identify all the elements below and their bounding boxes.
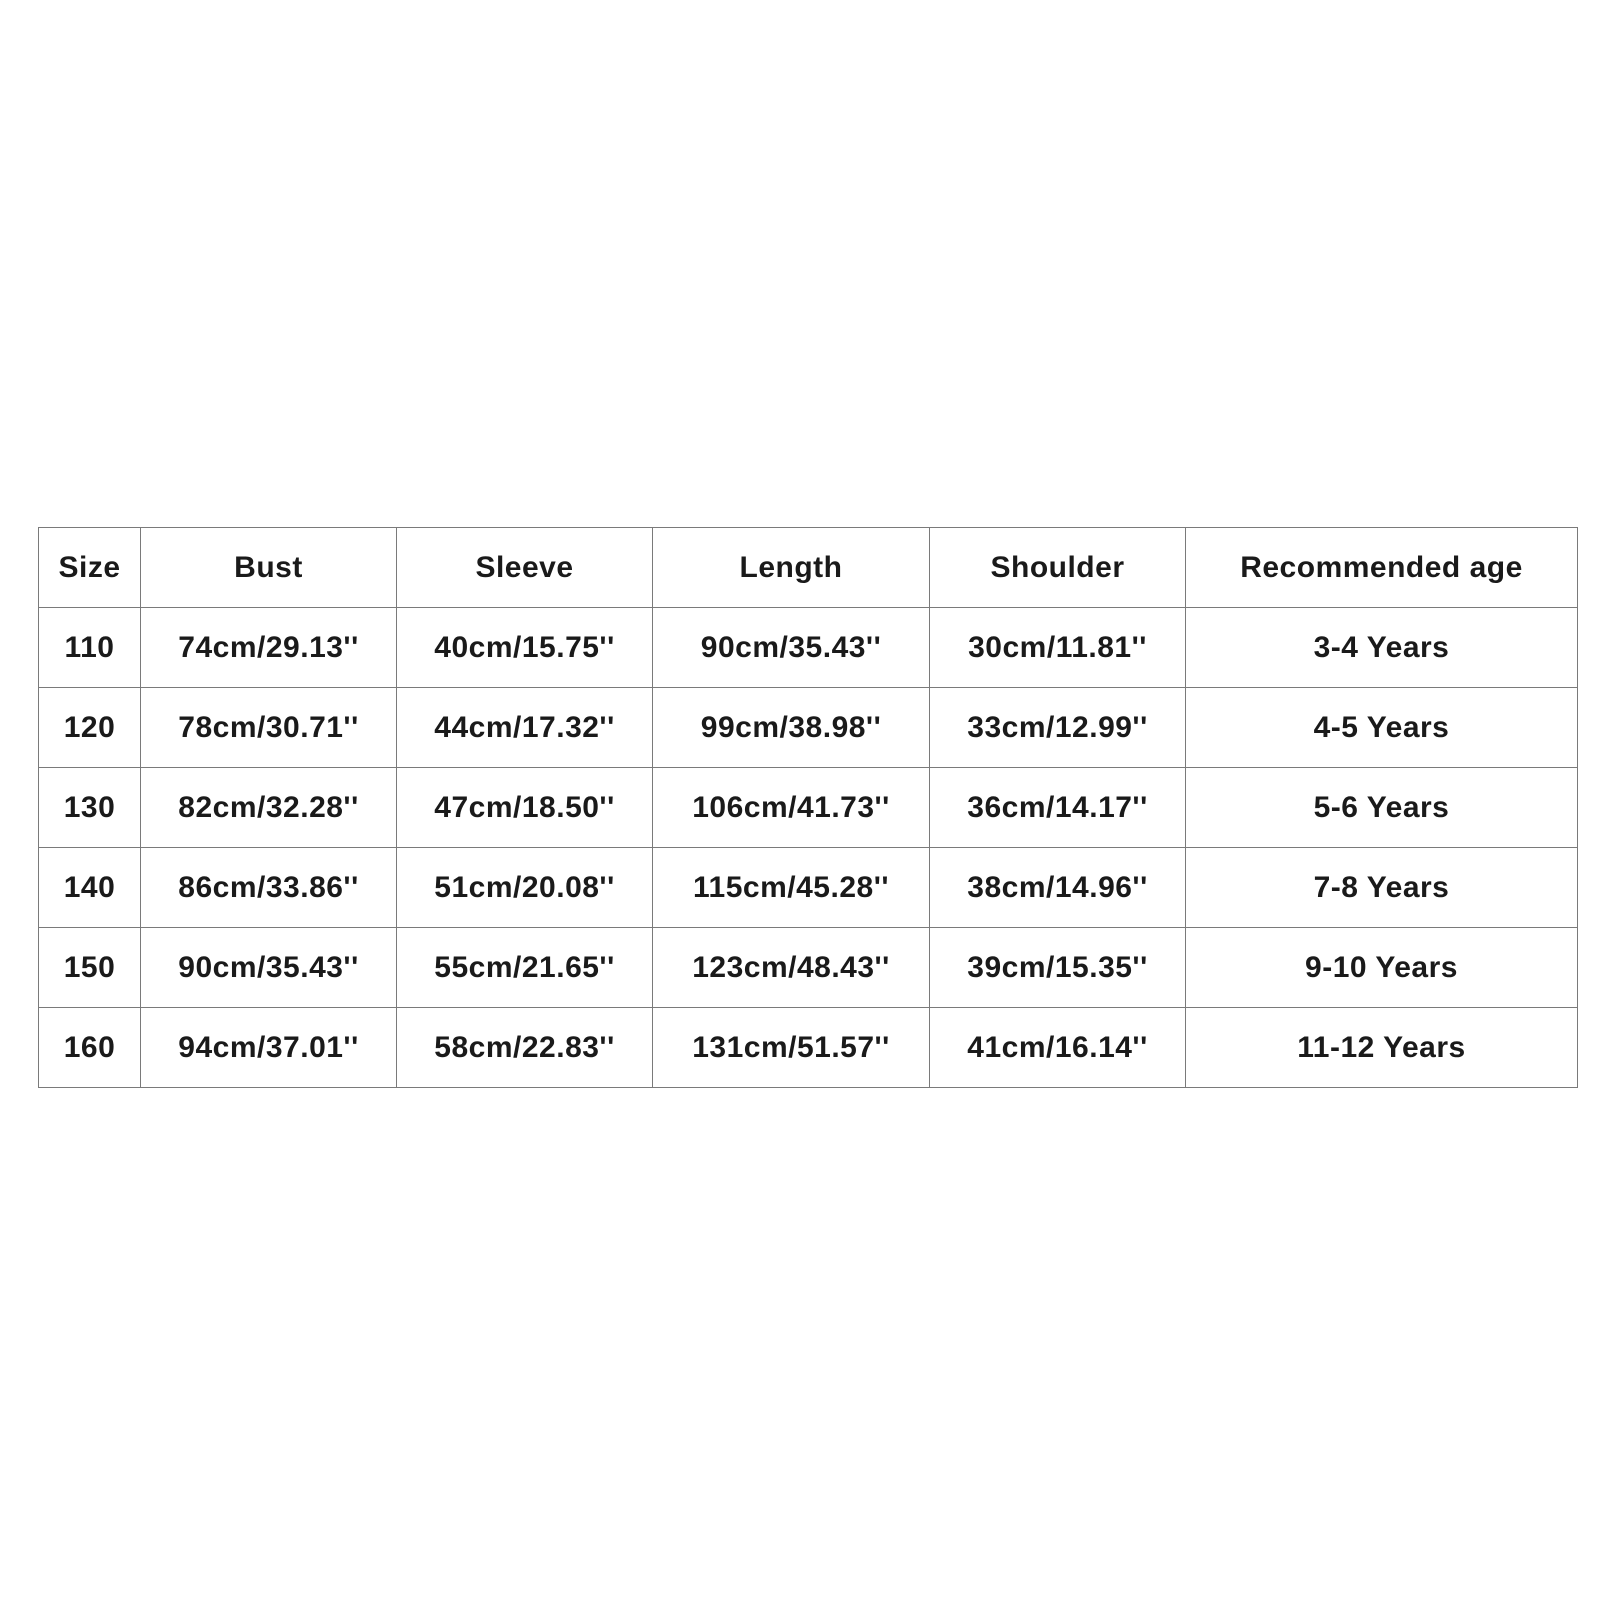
- cell-length: 131cm/51.57'': [653, 1008, 930, 1088]
- cell-bust: 90cm/35.43'': [141, 928, 397, 1008]
- header-length: Length: [653, 528, 930, 608]
- cell-recommended-age: 5-6 Years: [1186, 768, 1578, 848]
- cell-size: 120: [39, 688, 141, 768]
- cell-recommended-age: 3-4 Years: [1186, 608, 1578, 688]
- cell-shoulder: 41cm/16.14'': [930, 1008, 1186, 1088]
- cell-sleeve: 58cm/22.83'': [397, 1008, 653, 1088]
- header-recommended-age: Recommended age: [1186, 528, 1578, 608]
- cell-length: 90cm/35.43'': [653, 608, 930, 688]
- cell-bust: 82cm/32.28'': [141, 768, 397, 848]
- table-row: [39, 1008, 1578, 1088]
- table-row: [39, 768, 1578, 848]
- header-shoulder: Shoulder: [930, 528, 1186, 608]
- header-sleeve: Sleeve: [397, 528, 653, 608]
- header-row: [39, 528, 1578, 608]
- cell-recommended-age: 4-5 Years: [1186, 688, 1578, 768]
- table-row: [39, 928, 1578, 1008]
- cell-recommended-age: 9-10 Years: [1186, 928, 1578, 1008]
- cell-sleeve: 47cm/18.50'': [397, 768, 653, 848]
- cell-shoulder: 36cm/14.17'': [930, 768, 1186, 848]
- cell-length: 123cm/48.43'': [653, 928, 930, 1008]
- cell-sleeve: 44cm/17.32'': [397, 688, 653, 768]
- cell-size: 140: [39, 848, 141, 928]
- cell-length: 106cm/41.73'': [653, 768, 930, 848]
- cell-shoulder: 33cm/12.99'': [930, 688, 1186, 768]
- cell-sleeve: 55cm/21.65'': [397, 928, 653, 1008]
- cell-length: 99cm/38.98'': [653, 688, 930, 768]
- cell-size: 150: [39, 928, 141, 1008]
- cell-bust: 94cm/37.01'': [141, 1008, 397, 1088]
- cell-sleeve: 51cm/20.08'': [397, 848, 653, 928]
- cell-bust: 86cm/33.86'': [141, 848, 397, 928]
- size-chart-table: [38, 527, 1578, 1088]
- table-row: [39, 688, 1578, 768]
- table-row: [39, 608, 1578, 688]
- header-size: Size: [39, 528, 141, 608]
- cell-shoulder: 38cm/14.96'': [930, 848, 1186, 928]
- table-row: [39, 848, 1578, 928]
- cell-size: 130: [39, 768, 141, 848]
- cell-length: 115cm/45.28'': [653, 848, 930, 928]
- cell-shoulder: 39cm/15.35'': [930, 928, 1186, 1008]
- cell-size: 110: [39, 608, 141, 688]
- cell-recommended-age: 7-8 Years: [1186, 848, 1578, 928]
- cell-bust: 74cm/29.13'': [141, 608, 397, 688]
- cell-recommended-age: 11-12 Years: [1186, 1008, 1578, 1088]
- cell-shoulder: 30cm/11.81'': [930, 608, 1186, 688]
- cell-bust: 78cm/30.71'': [141, 688, 397, 768]
- cell-size: 160: [39, 1008, 141, 1088]
- cell-sleeve: 40cm/15.75'': [397, 608, 653, 688]
- header-bust: Bust: [141, 528, 397, 608]
